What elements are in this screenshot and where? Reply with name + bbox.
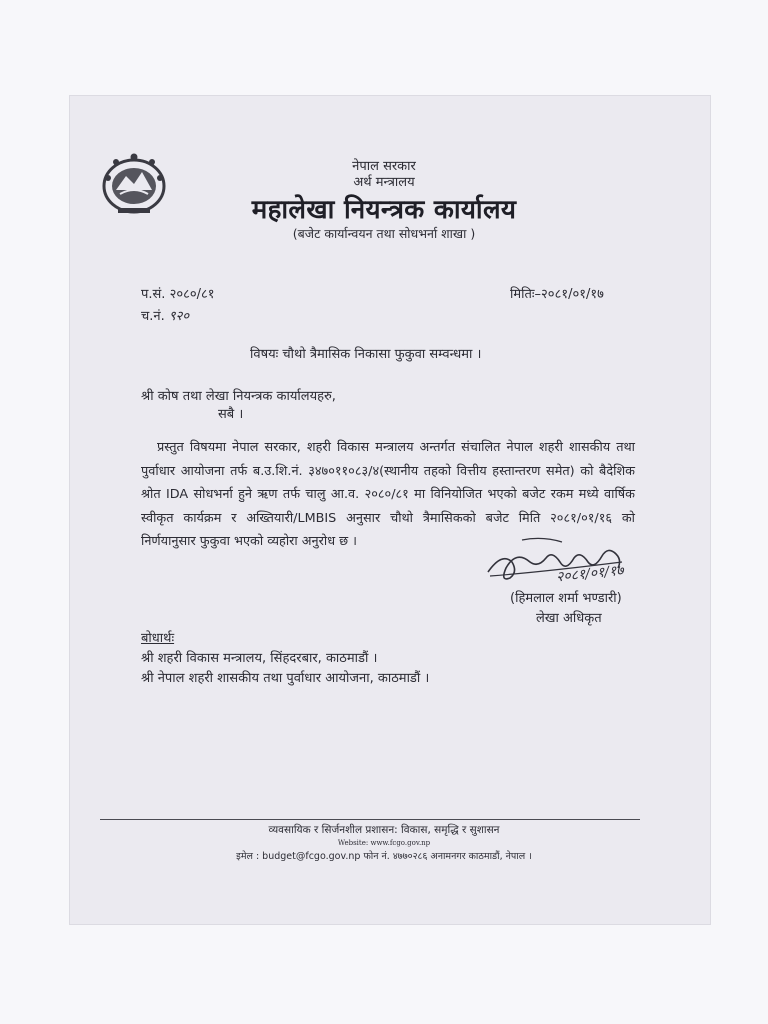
office-title: महालेखा नियन्त्रक कार्यालय: [251, 195, 517, 225]
letter-body: प्रस्तुत विषयमा नेपाल सरकार, शहरी विकास मन्त्रालय अन्तर्गत संचालित नेपाल शहरी शासकीय तथा पुर्वाधार आयोजना तर्फ ब.उ.शि.नं. ३४७०११०८३/४(स्थानीय तहको वित्तीय हस्तान्तरण समेत) को बैदेशिक श्रोत IDA सोधभर्ना हुने ऋण तर्फ चालु आ.व. २०८०/८१ मा विनियोजित भएको बजेट रकम मध्ये वार्षिक स्वीकृत कार्यक्रम र अख्तियारी/LMBIS अनुसार चौथो त्रैमासिकको बजेट मिति २०८१/०१/१६ को निर्णयानुसार फुकुवा भएको व्यहोरा अनुरोध छ ।: [141, 440, 635, 549]
recipient: श्री कोष तथा लेखा नियन्त्रक कार्यालयहरु,: [141, 389, 336, 404]
bodharth-item: श्री शहरी विकास मन्त्रालय, सिंहदरबार, काठमाडौं ।: [141, 651, 378, 666]
footer-website: Website: www.fcgo.gov.np: [337, 839, 431, 847]
dispatch-number-label: च.नं.: [141, 309, 165, 324]
signature-date: २०८१/०१/१७: [555, 562, 625, 586]
bodharth-label: बोधार्थः: [141, 631, 175, 646]
footer-motto: व्यवसायिक र सिर्जनशील प्रशासन: विकास, समृद्धि र सुशासन: [268, 824, 500, 836]
letter-subject: विषयः चौथो त्रैमासिक निकासा फुकुवा सम्वन्धमा ।: [250, 347, 482, 362]
ministry-name: अर्थ मन्त्रालय: [353, 175, 415, 190]
reference-number: प.सं. २०८०/८१: [141, 287, 215, 302]
footer-divider: [100, 819, 640, 820]
footer-contact: इमेल : budget@fcgo.gov.np फोन नं. ४७७०२८६ अनामनगर काठमाडौं, नेपाल ।: [236, 851, 532, 862]
branch-name: (बजेट कार्यान्वयन तथा सोधभर्ना शाखा ): [292, 226, 476, 241]
dispatch-number: [141, 306, 189, 324]
dispatch-number-value: ९२०: [168, 309, 190, 324]
signatory-name: (हिमलाल शर्मा भण्डारी): [510, 591, 622, 606]
signatory-designation: लेखा अधिकृत: [536, 611, 602, 626]
recipient-all: सबै ।: [218, 407, 244, 422]
government-name: नेपाल सरकार: [352, 159, 416, 174]
bodharth-item: श्री नेपाल शहरी शासकीय तथा पुर्वाधार आयोजना, काठमाडौं ।: [141, 671, 430, 686]
letter-date: मितिः–२०८१/०१/१७: [510, 287, 604, 302]
